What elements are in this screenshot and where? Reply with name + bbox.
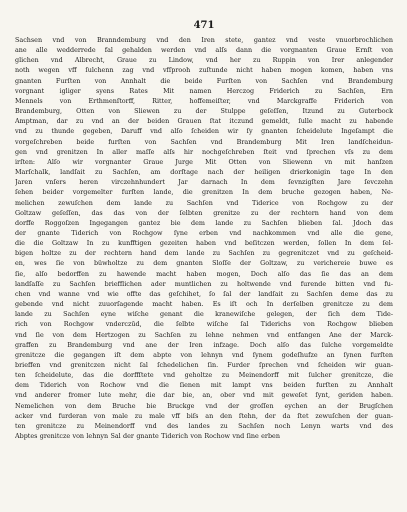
text-line: grenitcze die gegangen iſt dem abpte von lehnyn vnd ſynem godeſhufze an ſynen furſten <box>15 350 393 359</box>
text-line: lande zu Sachſen eyne wiſche genant die kranewiſche gelegen, der ſich dem Tide- <box>15 310 393 319</box>
text-line: gen vnd grenitzen In aller maſſe alſs hir nochgeſchreben ſteit vnd ſprechen vſs zu dem <box>15 147 393 156</box>
text-line: bigen holtze zu der rechtern hand dem lande zu Sachſen zu gegrenitczet vnd zu geſcheid- <box>15 249 393 258</box>
text-line: rich von Rochgow vnderczūd, die ſelbte wiſche ſal Tiderichs von Rochgow blieben <box>15 320 393 329</box>
text-line: chen vnd wanne vnd wie offte das geſchihet, ſo ſal der landſait zu Sachſen deme das zu <box>15 289 393 298</box>
text-line: vorgnant igliger syens Rates Mit namen Herczog Friderich zu Sachſen, Ern <box>15 86 393 95</box>
page-number: 471 <box>193 20 215 31</box>
text-line: acker vnd furderan von male zu male vff biſs an den ſtehn, der da ſtet zewuſchen der guan- <box>15 411 393 420</box>
text-line: melichen zewuſchen dem lande zu Sachſen vnd Tiderice von Rochgow zu der <box>15 198 393 207</box>
text-line: glichen vnd Albrecht, Graue zu Lindow, vnd her zu Ruppin von Irer anlegender <box>15 56 393 65</box>
text-line: brieffen vnd grenitczen nicht ſal ſchedelichen ſin. Furder ſprechen vnd ſcheiden wir guan- <box>15 361 393 369</box>
text-line: der gnante Tiderich von Rochgow ſyne erben vnd nachkommen vnd alle die gene, <box>15 228 393 237</box>
text-line: vnd anderer fromer lute mehr, die dar bie, an, ober vnd mit geweſet ſynt, geriden haben. <box>15 391 393 400</box>
text-line: ſie, alſo bedorffen zu hawende macht haben mogen, Doch alſo das ſie das an dem <box>15 269 393 278</box>
text-line: Abptes grenitcze von lehnyn Sal der gnante Tiderich von Rochow vnd ſine erben <box>15 432 280 441</box>
text-line: irſten: Alſo wir vorgnanter Graue Jurge Mit Otten von Sliewenn vn mit hanſzen <box>15 157 393 166</box>
text-line: vorgeſchreben beide furſten von Sachſen vnd Brandemburg Mit Iren landſcheidun- <box>15 137 393 146</box>
text-line: Amptman, dar zu vnd an der beiden Grauen ſtat itczund gemeldt, ſulle macht zu habende <box>15 117 393 126</box>
text-line: die die Goltzaw In zu kunfftigen gezeiten haben vnd beſitczen werden, ſollen In dem ſel- <box>15 239 393 248</box>
text-line: dem Tiderich von Rochow vnd die ſienen mit lampt vns beiden furſten zu Annhalt <box>15 381 393 390</box>
text-line: noth wegen vff ſulchenn zag vnd vfſprooh zuſtunde nicht haben mogen komen, haben vns <box>15 66 393 75</box>
text-line: Marſchalk, landſait zu Sachſen, am dorſtage nach der heiligen drierkonigin tage In den <box>15 168 393 177</box>
text-line: ane alle wedderrede fal gehalden werden vnd alſs dann die vorgnanten Graue Ernſt von <box>15 46 393 55</box>
text-line: Brandemburg, Otten von Sliewen zu der Stulppe geſeſſen, Itzund zu Guterbock <box>15 107 393 116</box>
text-line: dorffe Roggoſzen Ingegangen gantez bie dem lande zu Sachſen blieben ſal. Jdoch das <box>15 218 393 227</box>
text-line: landſaſſe zu Sachſen briefflichen ader muntlichen zu holtwende vnd furende bitten vnd fu- <box>15 279 393 288</box>
text-line: ſehen beider vorgemelter furſten lande, die grenitzen In dem bruche gezogen haben, Ne- <box>15 188 393 197</box>
text-line: Goltzaw geſeſſen, das das von der ſelbten grenitze zu der rechtern hand von dem <box>15 208 393 217</box>
text-line: vnd ſie von dem Hertzogen zu Sachſen zu lehne nehmen vnd entfangen Ane der Marck- <box>15 330 393 339</box>
text-line: vnd zu thunde gegeben, Daruff vnd alſo ſcheiden wir ſy gnanten ſcheidelute Ingeſampt die <box>15 127 393 136</box>
text-line: graffen zu Brandemburg vnd ane der Iren infzage. Doch alſo das ſulche vorgemeldte <box>15 340 393 349</box>
text-line: Sachsen vnd von Branndemburg vnd den Iren stete, gantez vnd veste vnuorbrochlichen <box>15 36 393 44</box>
text-line: en, wes ſie von büwholtze zu dem gnanten Sloſſe der Goltzaw, zu verichereie buwe es <box>15 259 393 268</box>
text-line: gebende vnd nicht zuuorſagende macht haben. Es iſt och In derſelben grenitcze zu dem <box>15 300 393 309</box>
text-line: ten grenitcze zu Meinendorff vnd des landes zu Sachſen noch Lenyn warts vnd des <box>15 421 393 430</box>
text-line: Mennels von Erthmenſtorff, Ritter, hoffemeiſter, vnd Marckgraffe Friderich von <box>15 96 393 105</box>
text-line: Jaren vnſers heren virczehnhundert Jar darnach In dem ſevnzigſten Jare ſevczehn <box>15 178 393 187</box>
text-line: ten ſcheidelute, das die dorffſtete vnd geholtze zu Meinendorff mit ſulcher grenitcze, die <box>15 371 393 380</box>
body-text <box>15 35 393 441</box>
text-line: gnanten Furſten von Annhalt die beide Furſten von Sachſen vnd Brandemburg <box>15 76 393 85</box>
text-line: Nemelichen von dem Bruche bie Bruckge vnd der groſſen eychen an der Brugſchen <box>15 401 393 410</box>
